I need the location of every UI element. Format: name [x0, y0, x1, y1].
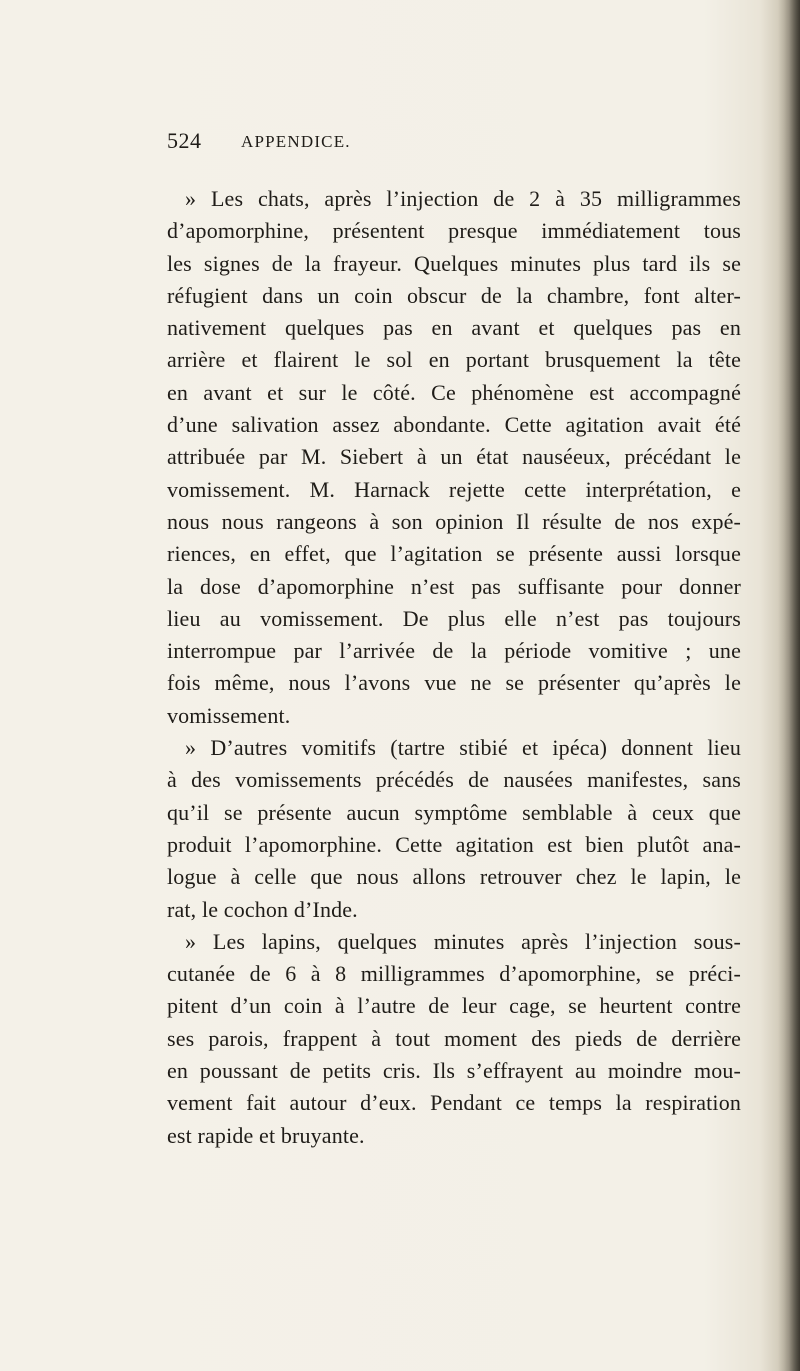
- text-line: les signes de la frayeur. Quelques minutes plus tard ils se: [167, 250, 741, 276]
- text-line: vomissement. M. Harnack rejette cette interprétation, e: [167, 476, 741, 502]
- text-line: qu’il se présente aucun symptôme semblable à ceux que: [167, 799, 741, 825]
- body-text: [167, 183, 741, 1152]
- text-line: réfugient dans un coin obscur de la chambre, font alter-: [167, 282, 741, 308]
- text-line: produit l’apomorphine. Cette agitation est bien plutôt ana-: [167, 831, 741, 857]
- text-line: fois même, nous l’avons vue ne se présenter qu’après le: [167, 670, 741, 696]
- text-line: lieu au vomissement. De plus elle n’est pas toujours: [167, 605, 741, 631]
- text-line: interrompue par l’arrivée de la période vomitive ; une: [167, 638, 741, 664]
- text-line: arrière et flairent le sol en portant brusquement la tête: [167, 347, 741, 373]
- page-number: 524: [167, 128, 202, 153]
- text-line: nativement quelques pas en avant et quelques pas en: [167, 315, 741, 341]
- text-line: ses parois, frappent à tout moment des pieds de derrière: [167, 1025, 741, 1051]
- text-line: nous nous rangeons à son opinion Il résulte de nos expé-: [167, 508, 741, 534]
- text-line: en avant et sur le côté. Ce phénomène est accompagné: [167, 379, 741, 405]
- text-line: pitent d’un coin à l’autre de leur cage, se heurtent contre: [167, 993, 741, 1019]
- text-line: » Les chats, après l’injection de 2 à 35 milligrammes: [185, 186, 741, 211]
- text-line: rat, le cochon d’Inde.: [167, 896, 358, 922]
- page-header: [167, 128, 767, 164]
- text-line: à des vomissements précédés de nausées manifestes, sans: [167, 767, 741, 793]
- text-line: » D’autres vomitifs (tartre stibié et ipéca) donnent lieu: [185, 735, 741, 761]
- text-line: en poussant de petits cris. Ils s’effrayent au moindre mou-: [167, 1058, 741, 1084]
- running-head: APPENDICE.: [241, 132, 351, 151]
- text-line: riences, en effet, que l’agitation se présente aussi lorsque: [167, 541, 741, 567]
- text-line: vomissement.: [167, 702, 291, 728]
- text-line: logue à celle que nous allons retrouver chez le lapin, le: [167, 864, 741, 890]
- text-line: attribuée par M. Siebert à un état nauséeux, précédant le: [167, 444, 741, 470]
- text-line: » Les lapins, quelques minutes après l’injection sous-: [185, 928, 741, 954]
- page-edge-shadow: [778, 0, 800, 1371]
- text-line: d’une salivation assez abondante. Cette agitation avait été: [167, 412, 741, 438]
- text-line: la dose d’apomorphine n’est pas suffisante pour donner: [167, 573, 741, 599]
- text-line: cutanée de 6 à 8 milligrammes d’apomorphine, se préci-: [167, 961, 741, 987]
- text-line: est rapide et bruyante.: [167, 1122, 365, 1148]
- text-line: vement fait autour d’eux. Pendant ce temps la respiration: [167, 1090, 741, 1116]
- text-line: d’apomorphine, présentent presque immédiatement tous: [167, 218, 741, 244]
